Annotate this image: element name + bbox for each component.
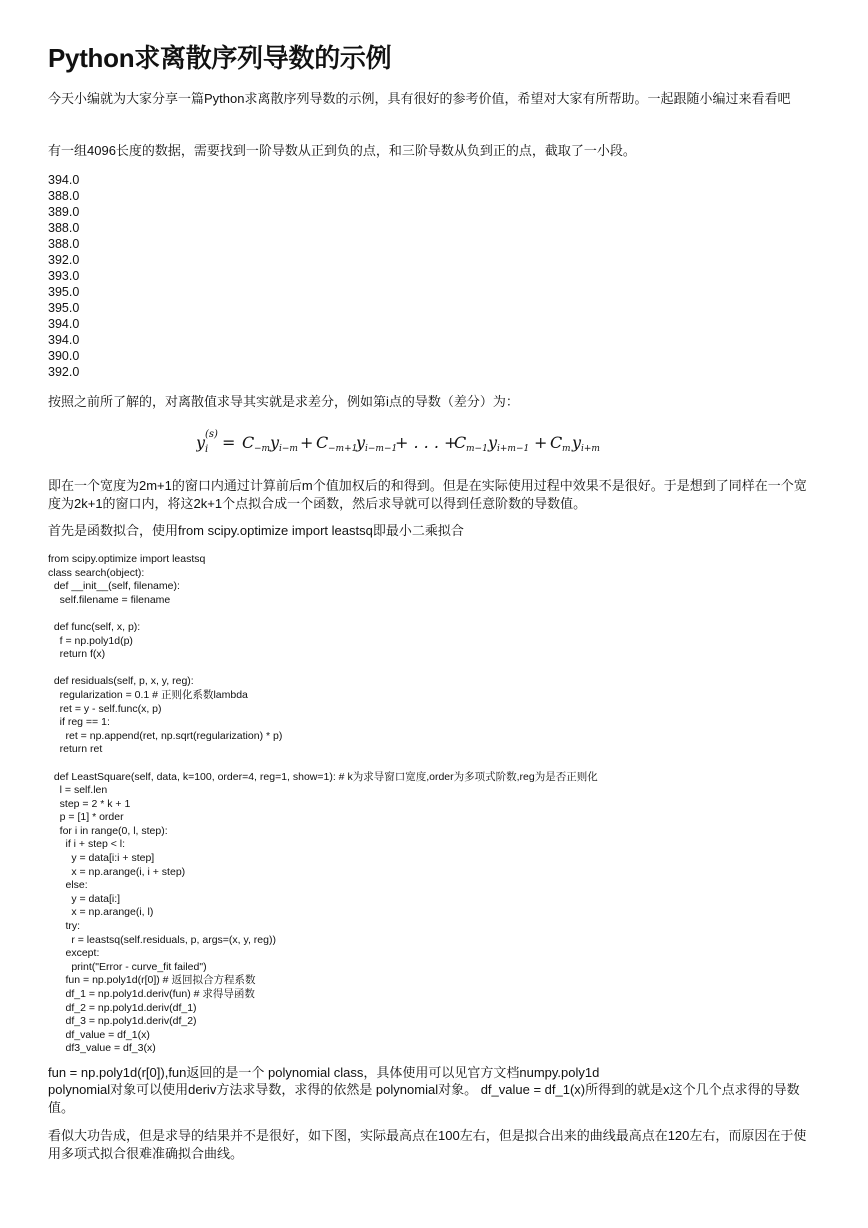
code-line: from scipy.optimize import leastsq: [48, 553, 206, 565]
svg-text:C: C: [242, 433, 255, 452]
number-item: 394.0: [48, 173, 80, 187]
code-line: r = leastsq(self.residuals, p, args=(x, y, reg)): [48, 933, 276, 946]
code-line: return f(x): [48, 648, 106, 661]
code-line: y = data[i:]: [48, 892, 121, 905]
result-paragraph: 看似大功告成，但是求导的结果并不是很好，如下图，实际最高点在100左右，但是拟合出来的曲线最高点在120左右，而原因在于使用多项式拟合很难准确拟合曲线。: [48, 1128, 807, 1161]
code-line: regularization = 0.1 # 正则化系数lambda: [48, 688, 248, 701]
number-item: 389.0: [48, 205, 80, 219]
number-list: [48, 172, 79, 380]
code-line: for i in range(0, l, step):: [48, 824, 168, 837]
svg-text:i+m−1: i+m−1: [497, 444, 530, 454]
code-line: [48, 662, 598, 676]
code-line: df_3 = np.poly1d.deriv(df_2): [48, 1015, 197, 1028]
code-line: df_value = df_1(x): [48, 1028, 150, 1041]
code-line: self.filename = filename: [48, 593, 171, 606]
svg-text:i+m: i+m: [581, 444, 600, 454]
svg-text:m: m: [562, 444, 571, 454]
number-item: 393.0: [48, 269, 80, 283]
svg-text:y: y: [572, 433, 582, 452]
svg-text:y: y: [488, 433, 498, 452]
poly1d-paragraph-line1: fun = np.poly1d(r[0]),fun返回的是一个 polynomial class，具体使用可以见官方文档numpy.poly1d: [48, 1065, 600, 1080]
svg-text:y: y: [270, 433, 280, 452]
svg-text:i: i: [205, 444, 209, 455]
code-line: fun = np.poly1d(r[0]) # 返回拟合方程系数: [48, 974, 256, 987]
code-line: x = np.arange(i, l): [48, 906, 154, 919]
code-line: except:: [48, 947, 100, 960]
code-line: ret = np.append(ret, np.sqrt(regularization) * p): [48, 729, 283, 742]
code-line: df_2 = np.poly1d.deriv(df_1): [48, 1001, 197, 1014]
code-line: l = self.len: [48, 784, 108, 797]
code-line: class search(object):: [48, 566, 145, 579]
code-line: [48, 607, 598, 621]
number-item: 392.0: [48, 365, 80, 379]
code-line: if reg == 1:: [48, 716, 110, 729]
svg-text:−m+1: −m+1: [328, 444, 358, 454]
svg-text:y: y: [356, 433, 366, 452]
number-item: 388.0: [48, 237, 80, 251]
code-line: def residuals(self, p, x, y, reg):: [48, 675, 194, 688]
code-line: y = data[i:i + step]: [48, 852, 155, 865]
svg-text:C: C: [550, 433, 563, 452]
code-line: def func(self, x, p):: [48, 620, 141, 633]
code-line: p = [1] * order: [48, 811, 124, 824]
svg-text:C: C: [316, 433, 329, 452]
code-line: f = np.poly1d(p): [48, 634, 133, 647]
fitting-intro-paragraph: 首先是函数拟合，使用from scipy.optimize import leastsq即最小二乘拟合: [48, 523, 464, 538]
poly1d-paragraph-line2: polynomial对象可以使用deriv方法求导数，求得的依然是 polynomial对象。 df_value = df_1(x)所得到的就是x这个几个点求得的导数值。: [48, 1082, 800, 1115]
code-line: if i + step < l:: [48, 838, 126, 851]
number-item: 388.0: [48, 189, 80, 203]
code-block: [48, 553, 598, 1056]
svg-text:i−m−1: i−m−1: [365, 444, 398, 454]
formula-image: [196, 426, 676, 460]
number-item: 388.0: [48, 221, 80, 235]
svg-text:=: =: [222, 433, 236, 452]
number-item: 392.0: [48, 253, 80, 267]
svg-text:i−m: i−m: [279, 444, 298, 454]
code-line: else:: [48, 879, 88, 892]
svg-text:y: y: [196, 433, 206, 452]
difference-formula: [196, 426, 676, 460]
window-method-paragraph: 即在一个宽度为2m+1的窗口内通过计算前后m个值加权后的和得到。但是在实际使用过程中效果不是很好。于是想到了同样在一个宽度为2k+1的窗口内，将这2k+1个点拟合成一个函数，然后求导就可以得到任意阶数的导数值。: [48, 478, 807, 511]
svg-text:C: C: [454, 433, 467, 452]
code-line: try:: [48, 920, 81, 933]
code-line: def __init__(self, filename):: [48, 580, 180, 593]
code-line: df_1 = np.poly1d.deriv(fun) # 求得导函数: [48, 988, 255, 1000]
svg-text:(s): (s): [205, 429, 218, 440]
number-item: 394.0: [48, 317, 80, 331]
derivative-description-paragraph: 按照之前所了解的，对离散值求导其实就是求差分，例如第i点的导数（差分）为：: [48, 394, 519, 409]
number-item: 395.0: [48, 285, 80, 299]
number-item: 390.0: [48, 349, 80, 363]
code-line: def LeastSquare(self, data, k=100, order=4, reg=1, show=1): # k为求导窗口宽度,order为多项式阶数,reg为是否正则化: [48, 770, 598, 783]
intro-paragraph: 今天小编就为大家分享一篇Python求离散序列导数的示例，具有很好的参考价值，希望对大家有所帮助。一起跟随小编过来看看吧: [48, 91, 791, 106]
data-description-paragraph: 有一组4096长度的数据，需要找到一阶导数从正到负的点，和三阶导数从负到正的点，截取了一小段。: [48, 143, 636, 158]
code-line: return ret: [48, 743, 103, 756]
number-item: 394.0: [48, 333, 80, 347]
code-line: df3_value = df_3(x): [48, 1042, 156, 1055]
svg-text:−m: −m: [254, 444, 271, 454]
code-line: x = np.arange(i, i + step): [48, 865, 186, 878]
code-line: step = 2 * k + 1: [48, 797, 131, 810]
code-line: print("Error - curve_fit failed"): [48, 960, 207, 973]
svg-text:+: +: [300, 433, 314, 452]
svg-text:m−1: m−1: [466, 444, 488, 454]
page-title: Python求离散序列导数的示例: [48, 43, 392, 73]
code-line: [48, 757, 598, 771]
svg-text:+ . . . +: + . . . +: [395, 433, 458, 452]
number-item: 395.0: [48, 301, 80, 315]
code-line: ret = y - self.func(x, p): [48, 702, 162, 715]
svg-text:+: +: [534, 433, 548, 452]
